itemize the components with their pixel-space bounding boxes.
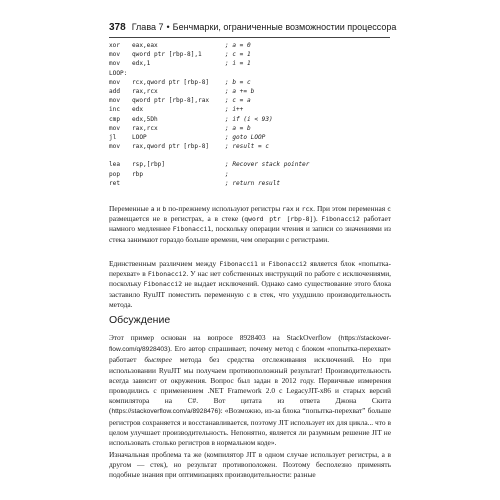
- text-run: . У нас нет собственных инструкций по работе с исключениями, поскольку: [109, 269, 392, 289]
- inline-code: Fibonacci2: [268, 260, 307, 268]
- code-line: [109, 41, 399, 50]
- code-instruction: mov: [109, 78, 121, 86]
- code-comment: ; result = c: [225, 143, 270, 151]
- code-instruction: mov: [109, 60, 121, 68]
- inline-code: c: [387, 205, 392, 213]
- code-instruction: mov: [109, 51, 121, 59]
- code-comment: ; c = a: [225, 97, 251, 105]
- chapter-label: Глава 7: [131, 22, 164, 32]
- code-operands: rax,rcx: [132, 124, 158, 132]
- text-run: . При этом переменная: [313, 204, 388, 213]
- code-operands: edx,1: [132, 60, 151, 68]
- code-operands: rsp,[rbp]: [132, 161, 166, 169]
- code-comment: ; i++: [225, 106, 244, 114]
- code-line: [109, 96, 399, 105]
- paragraph-conclusion: Изначальная проблема та же (компилятор JIT в одном случае использует регистры, а в другом — стек), но результат противоположен. Поэтому бесполезно применять подобные знания при оптимизациях производительности: разные: [109, 450, 391, 480]
- code-instruction: lea: [109, 161, 121, 169]
- emphasis: быстрее: [144, 355, 172, 365]
- code-instruction: add: [109, 87, 121, 95]
- code-line: [109, 124, 399, 133]
- inline-code: b: [162, 205, 167, 213]
- paragraph-discussion: [109, 333, 391, 448]
- code-comment: ; return result: [225, 179, 281, 187]
- section-heading: Обсуждение: [109, 314, 171, 326]
- text-run: Этот пример основан на вопросе 8928403 на StackOverflow (: [109, 333, 341, 342]
- text-run: ).: [313, 214, 322, 224]
- text-run: ). Его автор спрашивает, почему метод с блоком «попытка-перехват» работает: [109, 344, 391, 365]
- text-run: не выдает исключений. Однако само существование этого блока заставило RyuJIT поместить переменную c в стек, что ухудшило производительность метода.: [109, 279, 391, 309]
- paragraph-difference: [109, 259, 391, 310]
- text-run: и: [257, 259, 269, 268]
- paragraph-variables: [109, 204, 391, 245]
- code-operands: LOOP: [132, 133, 147, 141]
- code-instruction: ret: [109, 179, 121, 187]
- page-number: 378: [109, 22, 126, 33]
- text-run: Единственным различием между: [109, 259, 220, 268]
- code-comment: ; Recover stack pointer: [225, 161, 310, 169]
- code-line: [109, 179, 399, 188]
- code-line: [109, 115, 399, 124]
- code-comment: ; b = c: [225, 78, 251, 86]
- text-run: ): «Возможно, из-за блока “попытка-перехват” больше регистров сохраняется и восстанавливается, поэтому JIT использует их для цикла... что в целом улучшает производительность. Непонятно, является ли разумным решение JIT не использовать столько регистров в нормальном коде».: [109, 406, 391, 448]
- code-comment: ;: [225, 170, 229, 178]
- text-run: размещается не в регистрах, а в стеке (: [109, 214, 245, 224]
- running-header: [109, 20, 409, 34]
- text-run: по-прежнему используют регистры: [166, 204, 283, 213]
- code-comment: ; goto LOOP: [225, 133, 266, 141]
- inline-code: rax: [282, 205, 294, 213]
- text-run: и: [293, 204, 302, 213]
- inline-code: qword ptr [rbp-8]: [244, 215, 314, 224]
- inline-code: a: [150, 205, 155, 213]
- code-instruction: cmp: [109, 115, 121, 123]
- code-line: [109, 69, 399, 78]
- inline-code: Fibonacci1: [219, 260, 258, 268]
- code-comment: ; a += b: [225, 87, 255, 95]
- chapter-title: Бенчмарки, ограниченные возможностии процессора: [172, 22, 397, 32]
- code-line: [109, 59, 399, 68]
- text-run: и: [154, 204, 163, 213]
- code-instruction: inc: [109, 106, 121, 114]
- code-line: [109, 142, 399, 151]
- inline-code: rcx: [301, 205, 314, 213]
- code-operands: rcx,qword ptr [rbp-8]: [132, 78, 210, 86]
- code-operands: edx,5Dh: [132, 115, 158, 123]
- code-line: [109, 160, 399, 169]
- code-instruction: mov: [109, 124, 121, 132]
- inline-code: Fibonacci1: [172, 225, 212, 234]
- inline-code: Fibonacci2: [147, 270, 187, 279]
- code-operands: rax,qword ptr [rbp-8]: [132, 143, 210, 151]
- code-line: [109, 133, 399, 142]
- code-comment: ; i = 1: [225, 60, 251, 68]
- text-run: метода без средства отслеживания исключений. Но при использовании RyuJIT мы получаем противоположный результат! Производительность всегда зависит от окружения. Вопрос был задан в 2012 году. Первичные измерения проводились с применением .NET Framework 2.0 с LegacyJIT-x86 и старых версий компилятора на C#. Вот цитата из ответа Джона Скита (: [109, 355, 391, 416]
- text-run: является блок «попытка-перехват» в: [109, 259, 391, 279]
- code-listing: [109, 41, 399, 188]
- code-instruction: LOOP:: [109, 69, 128, 77]
- code-line: [109, 170, 399, 179]
- stackoverflow-question-link[interactable]: https://stackoverflow.com/q/8928403: [109, 335, 391, 354]
- code-operands: eax,eax: [132, 42, 158, 49]
- code-comment: ; a = b: [225, 124, 251, 132]
- stackoverflow-answer-link[interactable]: https://stackoverflow.com/a/8928476: [111, 408, 219, 416]
- code-instruction: xor: [109, 42, 121, 49]
- inline-code: Fibonacci2: [143, 280, 183, 289]
- code-operands: qword ptr [rbp-8],rax: [132, 97, 210, 105]
- header-rule: [109, 37, 390, 38]
- code-block-epilogue: [109, 160, 399, 188]
- code-line: [109, 50, 399, 59]
- code-operands: edx: [132, 106, 144, 114]
- code-instruction: pop: [109, 170, 121, 178]
- code-gap: [109, 151, 399, 160]
- code-block-loop: [109, 41, 399, 151]
- code-operands: rbp: [132, 170, 144, 178]
- code-operands: rax,rcx: [132, 87, 158, 95]
- code-instruction: mov: [109, 143, 121, 151]
- header-bullet: •: [166, 22, 170, 32]
- text-run: работает намного медленнее: [109, 214, 391, 234]
- code-comment: ; c = 1: [225, 51, 251, 59]
- code-instruction: jl: [109, 133, 117, 141]
- code-line: [109, 87, 399, 96]
- text-run: , поскольку операции чтения и записи со значениями из стека занимают гораздо больше времени, чем операции с регистрами.: [109, 224, 391, 244]
- inline-code: Fibonacci2: [321, 215, 360, 224]
- code-comment: ; a = 0: [225, 42, 251, 49]
- code-operands: qword ptr [rbp-8],1: [132, 51, 202, 59]
- code-line: [109, 78, 399, 87]
- code-line: [109, 105, 399, 114]
- code-comment: ; if (i < 93): [225, 115, 273, 123]
- code-instruction: mov: [109, 97, 121, 105]
- text-run: Переменные: [109, 204, 151, 213]
